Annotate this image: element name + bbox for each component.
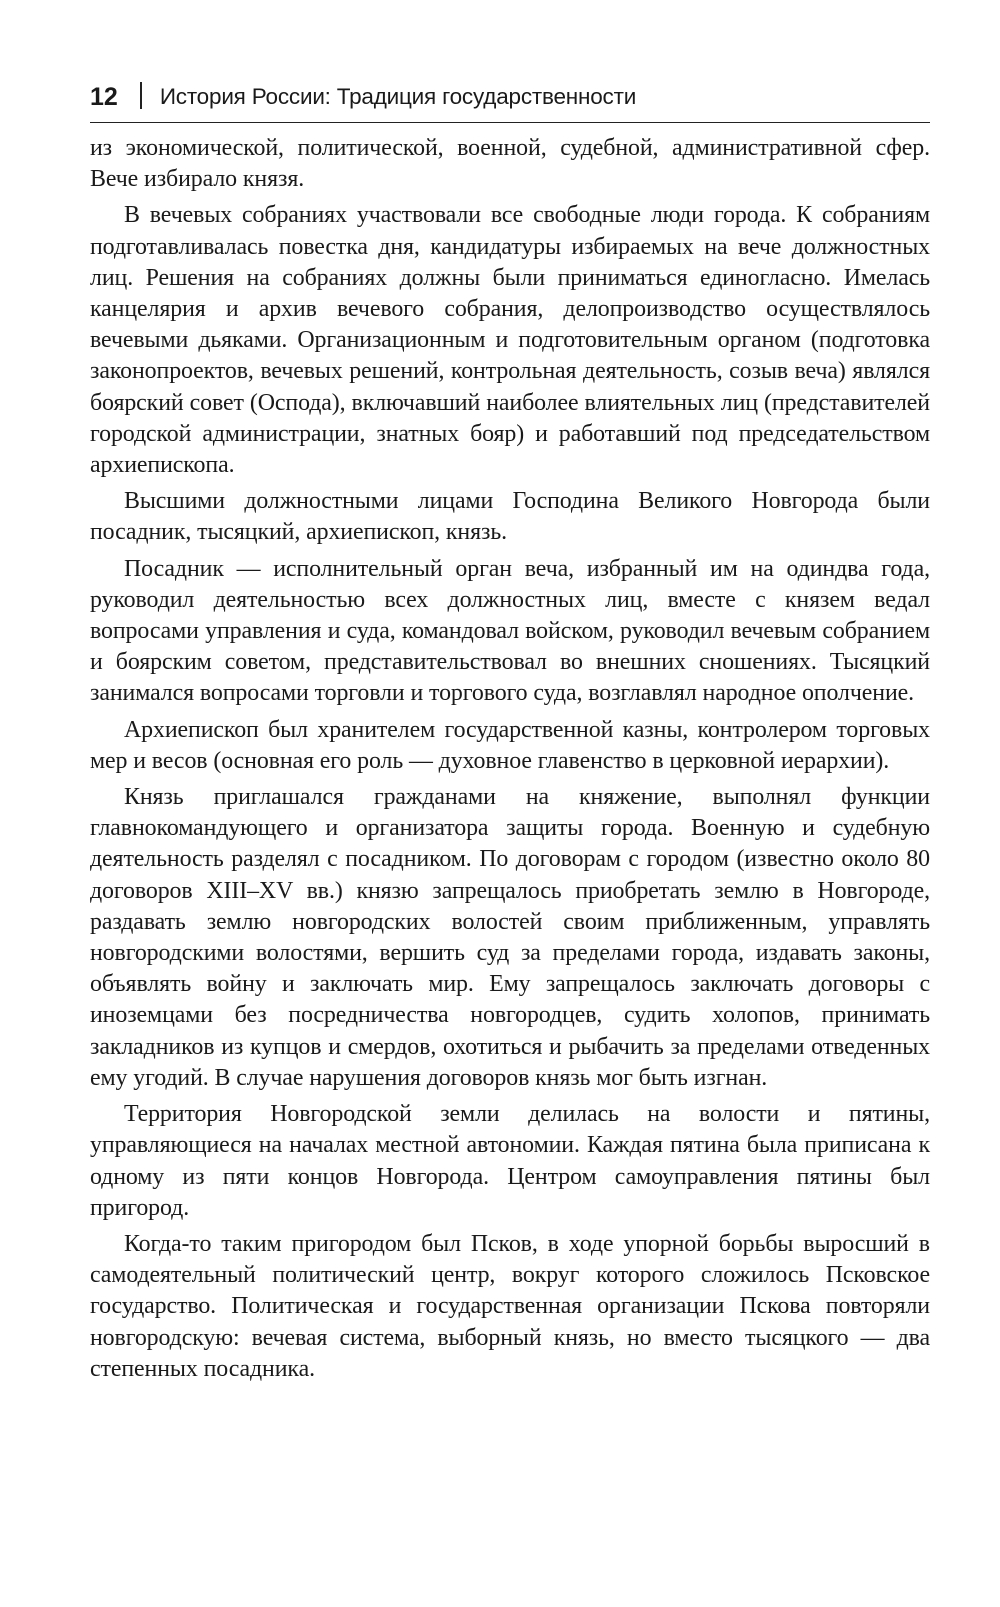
paragraph: Когда-то таким пригородом был Псков, в ходе упорной борьбы выросший в самодеятельный политический центр, вокруг которого сложилось Псковское государство. Политическая и государственная организации Пскова повторяли новгородскую: вечевая система, выборный князь, но вместо тысяцкого — два степенных посадника. [90, 1230, 930, 1382]
running-title: История России: Традиция государственности [159, 84, 637, 109]
paragraph: Посадник — исполнительный орган веча, избранный им на одиндва года, руководил деятельностью всех должностных лиц, вместе с князем ведал вопросами управления и суда, командовал войском, руководил вечевым собранием и боярским советом, представительствовал во внешних сношениях. Тысяцкий занимался вопросами торговли и торгового суда, возглавлял народное ополчение. [90, 555, 930, 707]
page-number: 12 [90, 83, 118, 111]
header-divider [140, 82, 142, 109]
paragraph: Князь приглашался гражданами на княжение, выполнял функции главнокомандующего и организатора защиты города. Военную и судебную деятельность разделял с посадником. По договорам с городом (известно около 80 договоров XIII–XV вв.) князю запрещалось приобретать землю в Новгороде, раздавать землю новгородских волостей своим приближенным, управлять новгородскими волостями, вершить суд за пределами города, издавать законы, объявлять войну и заключать мир. Ему запрещалось заключать договоры с иноземцами без посредничества новгородцев, судить холопов, принимать закладников из купцов и смердов, охотиться и рыбачить за пределами отведенных ему угодий. В случае нарушения договоров князь мог быть изгнан. [90, 784, 930, 1091]
paragraph: Высшими должностными лицами Господина Великого Новгорода были посадник, тысяцкий, архиепископ, князь. [90, 488, 930, 546]
book-page [90, 60, 930, 1390]
paragraph: Архиепископ был хранителем государственной казны, контролером торговых мер и весов (основная его роль — духовное главенство в церковной иерархии). [90, 716, 930, 774]
body-text [90, 133, 930, 1385]
running-header [90, 60, 930, 123]
paragraph: из экономической, политической, военной, судебной, административной сфер. Вече избирало князя. [90, 135, 930, 193]
paragraph: Территория Новгородской земли делилась на волости и пятины, управляющиеся на началах местной автономии. Каждая пятина была приписана к одному из пяти концов Новгорода. Центром самоуправления пятины был пригород. [90, 1101, 930, 1221]
paragraph: В вечевых собраниях участвовали все свободные люди города. К собраниям подготавливалась повестка дня, кандидатуры избираемых на вече должностных лиц. Решения на собраниях должны были приниматься единогласно. Имелась канцелярия и архив вечевого собрания, делопроизводство осуществлялось вечевыми дьяками. Организационным и подготовительным органом (подготовка законопроектов, вечевых решений, контрольная деятельность, созыв веча) являлся боярский совет (Оспода), включавший наиболее влиятельных лиц (представителей городской администрации, знатных бояр) и работавший под председательством архиепископа. [90, 202, 930, 479]
